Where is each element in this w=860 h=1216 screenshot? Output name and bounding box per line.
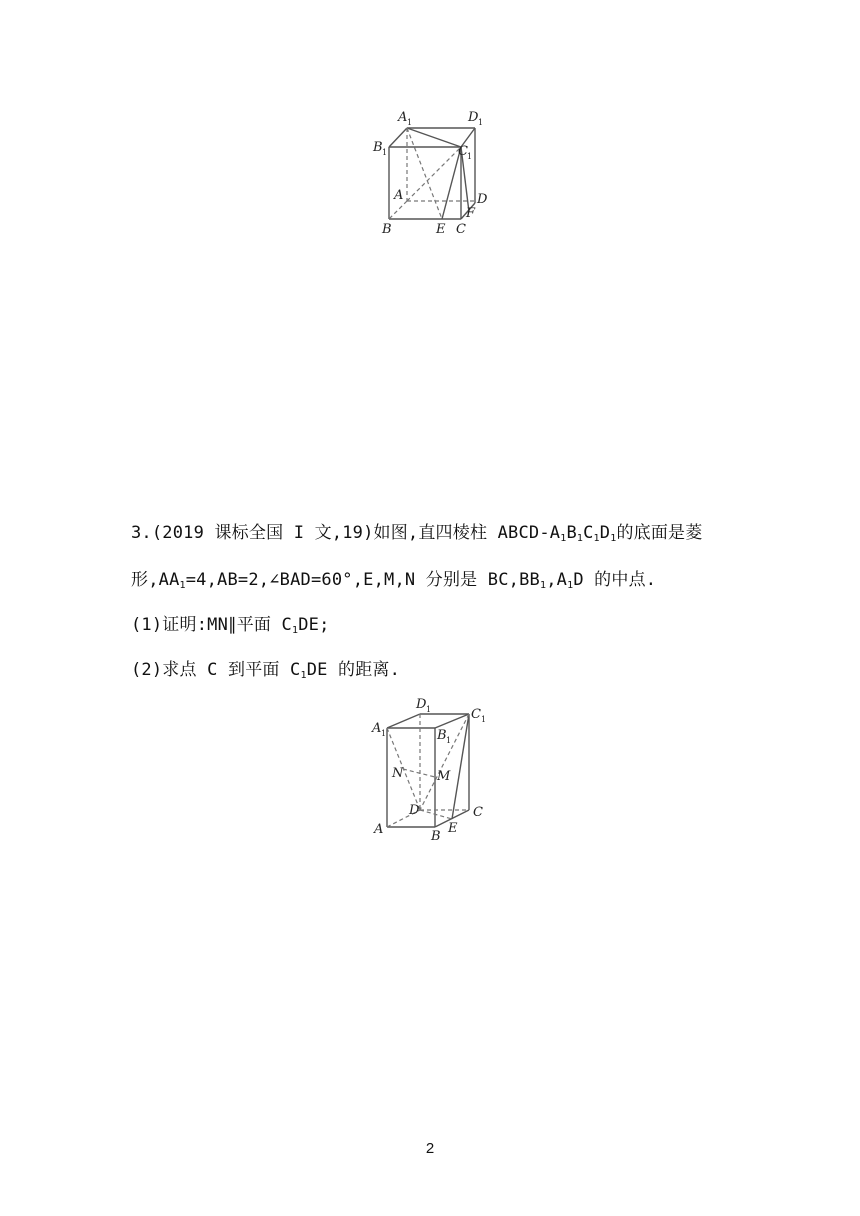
svg-text:1: 1: [426, 705, 432, 714]
cube-diagram: [365, 105, 505, 240]
label-A1: A: [372, 721, 382, 736]
svg-text:1: 1: [467, 152, 473, 161]
label-D: D: [409, 803, 420, 818]
prism-diagram: [365, 692, 505, 847]
svg-text:1: 1: [478, 118, 484, 127]
edge-AB: [389, 201, 407, 219]
seg-A1E: [407, 128, 442, 219]
problem-part-1: (1)证明:MN∥平面 $C_1DE$;: [131, 615, 330, 636]
label-A1: A: [398, 110, 408, 125]
label-B1: B: [437, 728, 447, 743]
label-E: E: [436, 222, 446, 237]
svg-text:1: 1: [446, 736, 452, 745]
svg-text:1: 1: [381, 729, 387, 738]
label-D1: D: [416, 697, 427, 712]
label-E: E: [448, 821, 458, 836]
label-D1: D: [468, 110, 479, 125]
label-F: F: [466, 206, 476, 221]
label-B: B: [382, 222, 392, 237]
problem-line-1: 3.(2019 课标全国 I 文,19)如图,直四棱柱 ABCD-$A_1B_1C_1D_1$的底面是菱: [131, 523, 703, 544]
page-number: 2: [425, 1140, 435, 1157]
label-B: B: [431, 829, 441, 844]
label-M: M: [437, 769, 451, 784]
label-C: C: [473, 805, 483, 820]
svg-text:1: 1: [382, 148, 388, 157]
label-A: A: [374, 822, 384, 837]
label-D: D: [477, 192, 488, 207]
figure-prism: [365, 692, 505, 847]
edge-B1A1: [389, 128, 407, 147]
problem-line-2: 形$,AA_1=4,AB=2,\angle BAD=60^\circ,E,M,N$ 分别是 $BC,BB_1,A_1D$ 的中点.: [131, 570, 657, 591]
svg-text:1: 1: [407, 118, 413, 127]
seg-NM: [403, 769, 435, 777]
label-N: N: [392, 766, 404, 781]
seg-AC1: [407, 147, 461, 201]
label-A: A: [394, 188, 404, 203]
figure-cube: [365, 105, 505, 240]
svg-text:1: 1: [481, 715, 487, 724]
problem-part-2: (2)求点 C 到平面 $C_1DE$ 的距离.: [131, 660, 401, 681]
label-B1: B: [373, 140, 383, 155]
label-C1: C: [458, 144, 468, 159]
edge-B1C1: [435, 714, 469, 728]
label-C: C: [456, 222, 466, 237]
edge-A1D1: [387, 714, 420, 728]
seg-DE: [420, 810, 452, 819]
label-C1: C: [471, 707, 481, 722]
seg-A1C1: [407, 128, 461, 147]
